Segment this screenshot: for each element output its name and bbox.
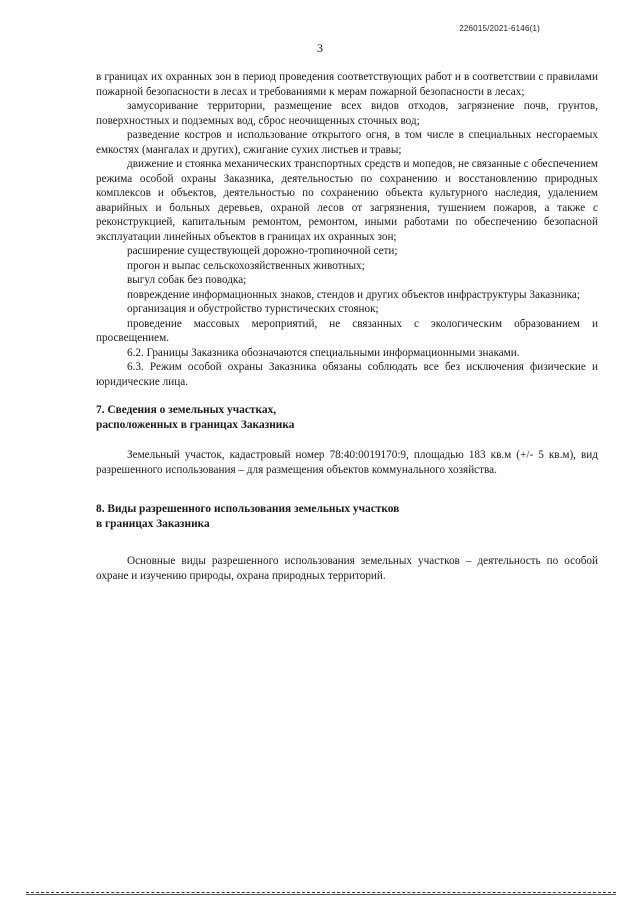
paragraph: движение и стоянка механических транспортных средств и мопедов, не связанные с обеспечением режима особой охраны Заказника, деятельностью по сохранению и восстановлению природных комплексов и объектов, деятельностью по сохранению объекта культурного наследия, удалением аварийных и больных деревьев, охраной лесов от загрязнения, тушением пожаров, а также с реконструкцией, капитальным ремонтом, ремонтом, иными работами по обеспечению безопасной эксплуатации линейных объектов в границах их охранных зон; [96,158,599,243]
scan-edge-line [26,892,616,893]
section-8-heading-line-2: в границах Заказника [96,517,210,530]
page-number: 3 [317,41,323,55]
paragraph: замусоривание территории, размещение всех видов отходов, загрязнение почв, грунтов, поверхностных и подземных вод, сброс неочищенных сточных вод; [96,100,598,127]
paragraph: прогон и выпас сельскохозяйственных животных; [127,259,365,272]
paragraph: проведение массовых мероприятий, не связанных с экологическим образованием и просвещением. [96,317,598,344]
paragraph: 6.2. Границы Заказника обозначаются специальными информационными знаками. [127,346,520,359]
paragraph: повреждение информационных знаков, стендов и других объектов инфраструктуры Заказника; [127,288,580,301]
section-8-heading-line-1: 8. Виды разрешенного использования земельных участков [96,503,400,515]
paragraph: организация и обустройство туристических стоянок; [127,303,379,315]
paragraph: 6.3. Режим особой охраны Заказника обязаны соблюдать все без исключения физические и юридические лица. [96,361,598,388]
section-7-heading-line-2: расположенных в границах Заказника [96,418,295,431]
section-7-heading [96,403,598,432]
scan-edge-line [26,894,616,895]
document-id: 226015/2021-6146(1) [459,24,540,33]
section-7-heading-line-1: 7. Сведения о земельных участках, [96,404,277,416]
paragraph: разведение костров и использование открытого огня, в том числе в специальных несгораемых емкостях (мангалах и других), сжигание сухих листьев и травы; [96,129,598,156]
paragraph: в границах их охранных зон в период проведения соответствующих работ и в соответствии с правилами пожарной безопасности в лесах и требованиями к мерам пожарной безопасности в лесах; [96,71,598,98]
section-7-text: Земельный участок, кадастровый номер 78:40:0019170:9, площадью 183 кв.м (+/- 5 кв.м), вид разрешенного использования – для размещения объектов коммунального хозяйства. [96,449,598,476]
document-body [96,70,598,583]
paragraph: выгул собак без поводка; [127,274,247,286]
section-8-heading [96,502,598,531]
section-8-text: Основные виды разрешенного использования земельных участков – деятельность по особой охране и изучению природы, охрана природных территорий. [96,555,598,582]
paragraph: расширение существующей дорожно-тропиночной сети; [127,245,398,257]
